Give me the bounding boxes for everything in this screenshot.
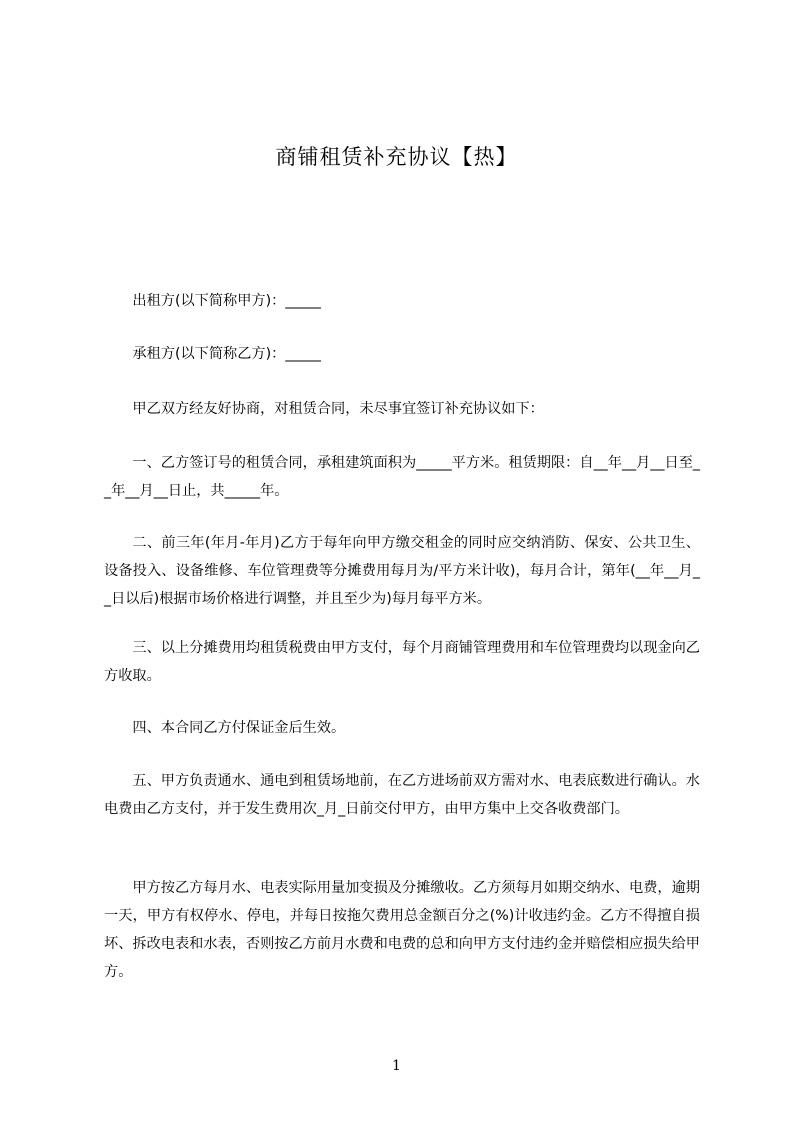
clause-4: 四、本合同乙方付保证金后生效。 — [132, 720, 346, 736]
paragraph-lessor: 出租方(以下简称甲方)：_____ — [132, 293, 321, 309]
paragraph-intro: 甲乙双方经友好协商，对租赁合同，未尽事宜签订补充协议如下： — [132, 401, 544, 417]
clause-5-continued: 甲方按乙方每月水、电表实际用量加变损及分摊缴收。乙方须每月如期交纳水、电费，逾期一天，甲方有权停水、停电，并每日按拖欠费用总金额百分之(%)计收违约金。乙方不得擅自损坏、拆改电表和水表，否则按乙方前月水费和电费的总和向甲方支付违约金并赔偿相应损失给甲方。 — [104, 880, 700, 980]
clause-1: 一、乙方签订号的租赁合同，承租建筑面积为_____平方米。租赁期限：自__年__月__日至__年__月__日止，共_____年。 — [104, 455, 700, 499]
paragraph-lessee: 承租方(以下简称乙方)：_____ — [132, 346, 321, 362]
clause-5: 五、甲方负责通水、通电到租赁场地前，在乙方进场前双方需对水、电表底数进行确认。水电费由乙方支付，并于发生费用次_月_日前交付甲方，由甲方集中上交各收费部门。 — [104, 773, 700, 817]
clause-2: 二、前三年(年月-年月)乙方于每年向甲方缴交租金的同时应交纳消防、保安、公共卫生、设备投入、设备维修、车位管理费等分摊费用每月为/平方米计收)，每月合计，第年(__年__月__日以后)根据市场价格进行调整，并且至少为)每月每平方米。 — [104, 535, 700, 607]
document-title: 商铺租赁补充协议【热】 — [275, 145, 518, 169]
clause-3: 三、以上分摊费用均租赁税费由甲方支付，每个月商铺管理费用和车位管理费均以现金向乙方收取。 — [104, 640, 700, 684]
page-number: 1 — [392, 1058, 401, 1074]
